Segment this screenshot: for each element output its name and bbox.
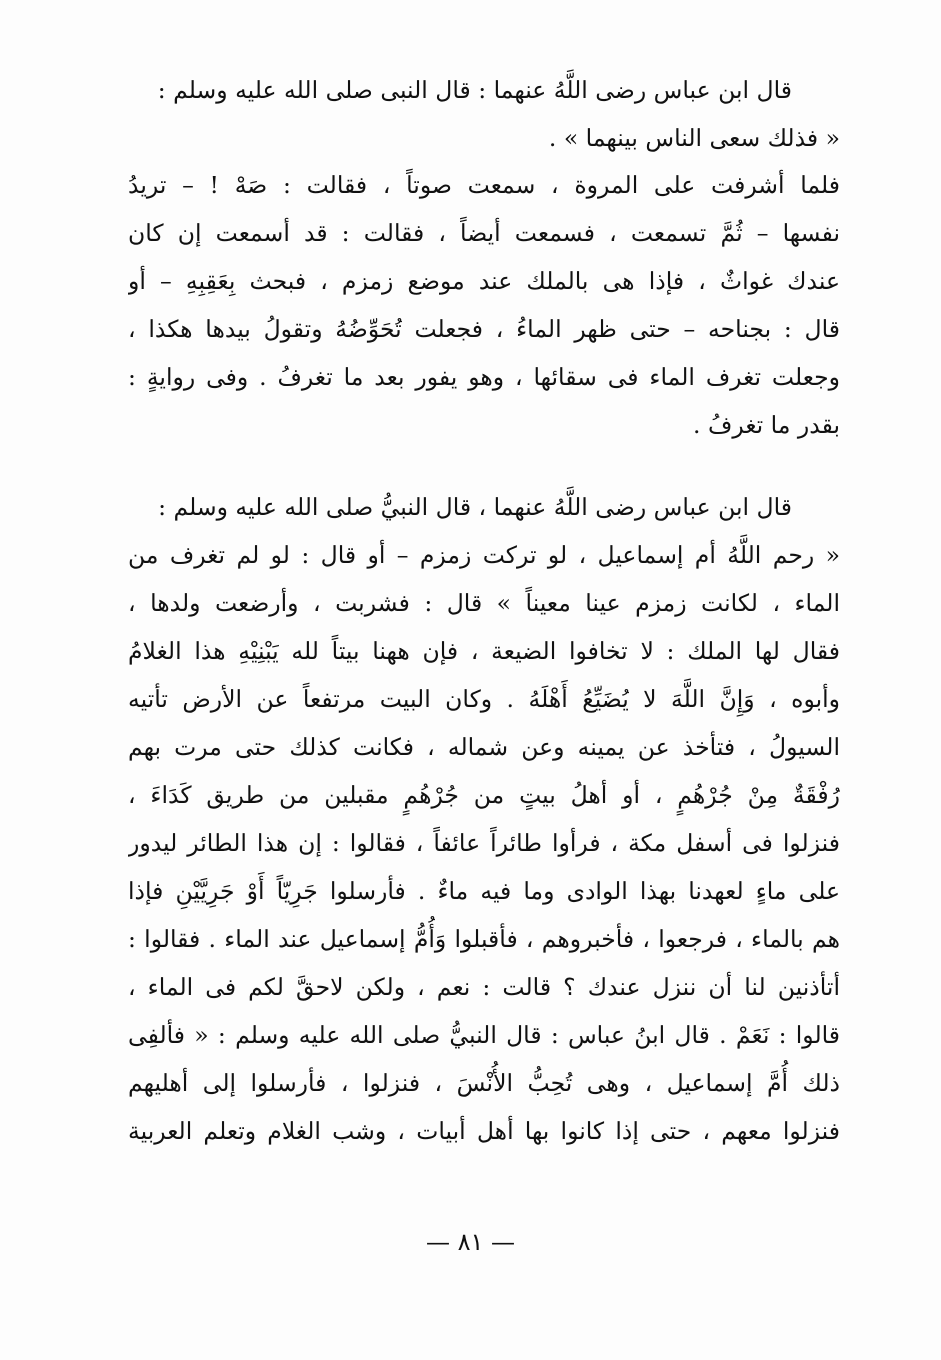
text-line: السيولُ ، فتأخذ عن يمينه وعن شماله ، فكانت كذلك حتى مرت بهم: [128, 733, 840, 761]
text-line: بقدر ما تغرفُ .: [693, 411, 840, 439]
page-number: — ٨١ —: [425, 1228, 516, 1256]
paragraph-jurhum: [128, 483, 840, 1155]
text-line: على ماءٍ لعهدنا بهذا الوادى وما فيه ماءٌ . فأرسلوا جَرِيّاً أَوْ جَرِيَّيْنِ فإذا: [128, 877, 840, 905]
text-line: أتأذنين لنا أن ننزل عندك ؟ قالت : نعم ، ولكن لاحقَّ لكم فى الماء ،: [128, 973, 840, 1001]
text-line: فنزلوا معهم ، حتى إذا كانوا بها أهل أبيات ، وشب الغلام وتعلم العربية: [128, 1117, 840, 1145]
text-line: « رحم اللَّهُ أم إسماعيل ، لو تركت زمزم – أو قال : لو لم تغرف من: [128, 541, 840, 569]
text-line: قال ابن عباس رضى اللَّهُ عنهما : قال النبى صلى الله عليه وسلم :: [157, 76, 792, 104]
paragraph-ibn-abbas-saay: [128, 66, 840, 162]
text-line: « فذلك سعى الناس بينهما » .: [548, 124, 840, 152]
text-line: فنزلوا فى أسفل مكة ، فرأوا طائراً عائفاً ، فقالوا : إن هذا الطائر ليدور: [128, 829, 840, 857]
text-line: رُفْقَةٌ مِنْ جُرْهُمٍ ، أو أهلُ بيتٍ من جُرْهُمٍ مقبلين من طريق كَدَاءَ ،: [128, 781, 840, 809]
text-line: هم بالماء ، فرجعوا ، فأخبروهم ، فأقبلوا وَأُمُّ إسماعيل عند الماء . فقالوا :: [128, 925, 840, 953]
text-line: قال : بجناحه – حتى ظهر الماءُ ، فجعلت تُحَوِّضُهُ وتقولُ بيدها هكذا ،: [128, 315, 840, 343]
text-line: وأبوه ، وَإِنَّ اللَّهَ لا يُضَيِّعُ أَهْلَهُ . وكان البيت مرتفعاً عن الأرض تأتيه: [128, 685, 840, 713]
text-line: قالوا : نَعَمْ . قال ابنُ عباس : قال النبيُّ صلى الله عليه وسلم : « فألفِى: [128, 1021, 840, 1049]
text-line: نفسها – ثُمَّ تسمعت ، فسمعت أيضاً ، فقالت : قد أسمعت إن كان: [128, 219, 840, 247]
paragraph-marwa-zamzam: [128, 161, 840, 449]
text-line: فلما أشرفت على المروة ، سمعت صوتاً ، فقالت : صَهْ ! – تريدُ: [128, 171, 840, 199]
page-footer: [0, 1222, 941, 1262]
text-line: عندك غواثٌ ، فإذا هى بالملك عند موضع زمزم ، فبحث بِعَقِبِهِ – أو: [128, 267, 840, 295]
text-line: قال ابن عباس رضى اللَّهُ عنهما ، قال النبيُّ صلى الله عليه وسلم :: [158, 493, 792, 521]
text-line: الماء ، لكانت زمزم عينا معيناً » قال : فشربت ، وأرضعت ولدها ،: [128, 589, 840, 617]
text-line: وجعلت تغرف الماء فى سقائها ، وهو يفور بعد ما تغرفُ . وفى روايةٍ :: [128, 363, 840, 391]
text-line: فقال لها الملك : لا تخافوا الضيعة ، فإن ههنا بيتاً لله يَبْنِيْهِ هذا الغلامُ: [128, 637, 840, 665]
text-line: ذلك أُمَّ إسماعيل ، وهى تُحِبُّ الأُنْسَ ، فنزلوا ، فأرسلوا إلى أهليهم: [128, 1069, 840, 1097]
